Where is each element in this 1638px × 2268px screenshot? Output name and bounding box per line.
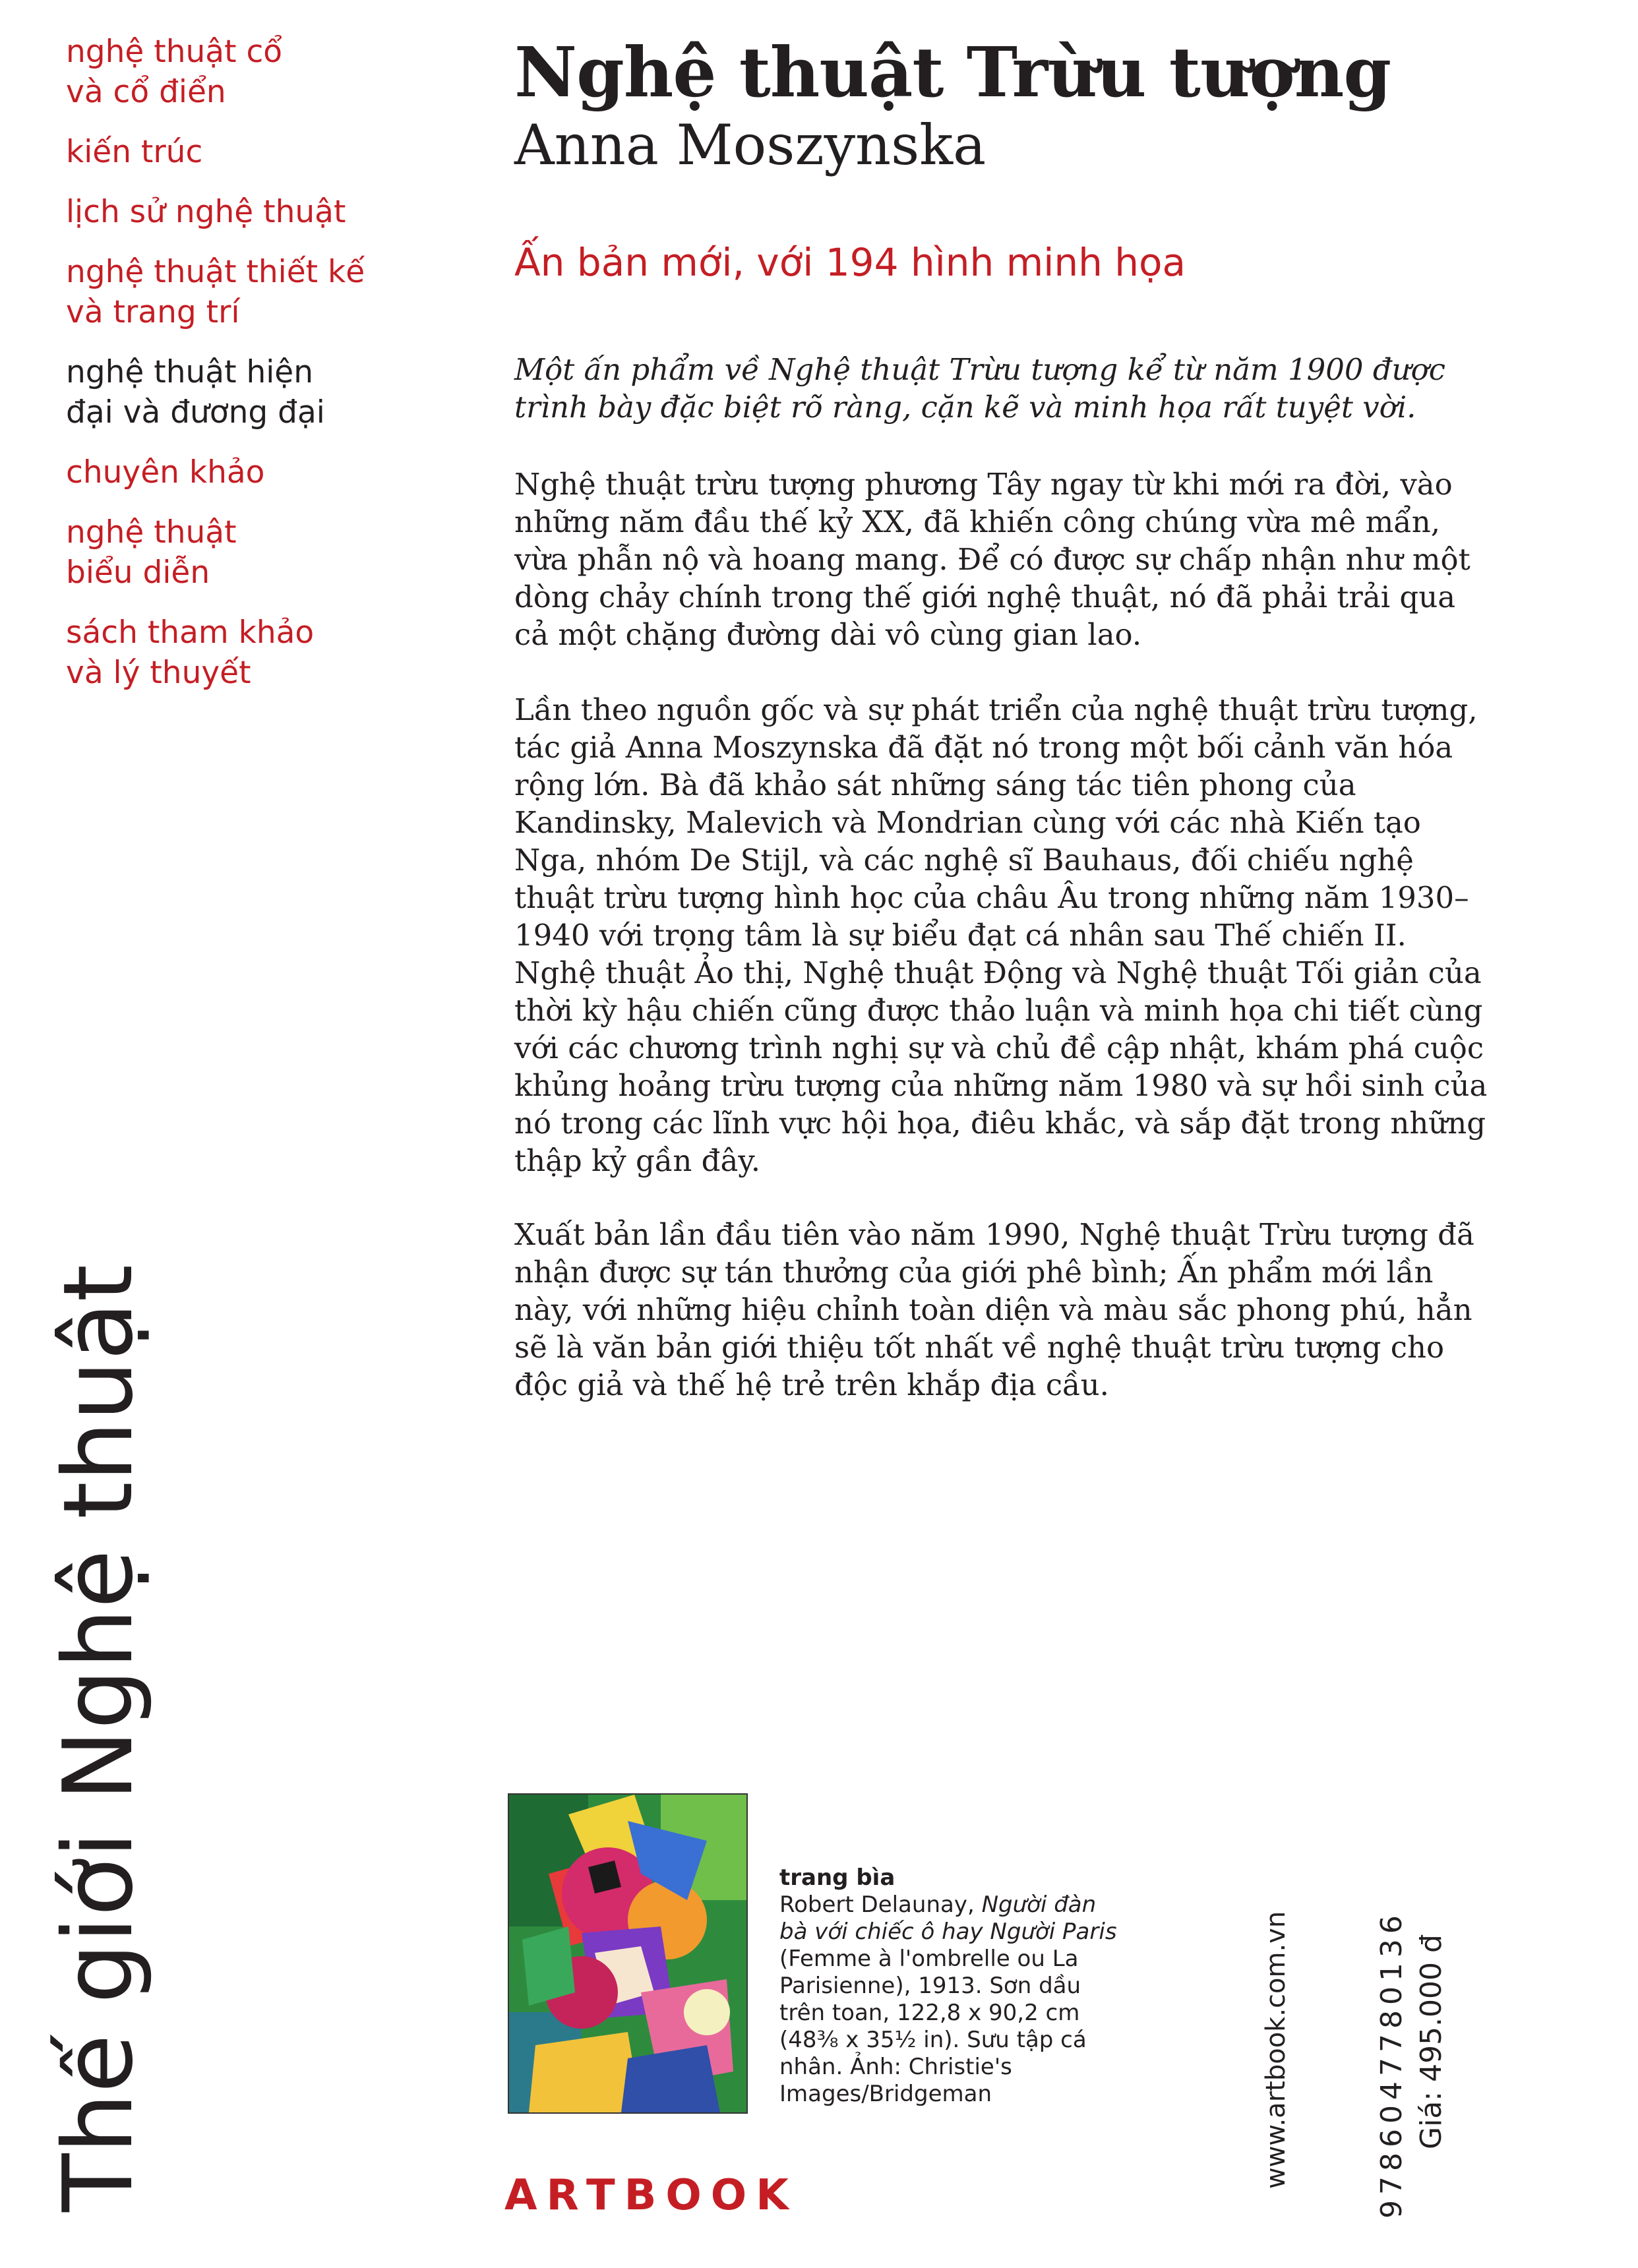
- category-item: kiến trúc: [66, 134, 203, 170]
- isbn-number: 9786047780136: [1375, 1910, 1409, 2219]
- caption-heading: trang bìa: [779, 1865, 895, 1891]
- publisher-logo: ARTBOOK: [504, 2171, 798, 2220]
- series-title: Thế giới Nghệ thuật: [43, 1264, 154, 2212]
- category-list: [66, 32, 435, 713]
- description-paragraph: Lần theo nguồn gốc và sự phát triển của nghệ thuật trừu tượng, tác giả Anna Moszynska đã đặt nó trong một bối cảnh văn hóa rộng lớn. Bà đã khảo sát những sáng tác tiên phong của Kandinsky, Malevich và Mondrian cùng với các nhà Kiến tạo Nga, nhóm De Stijl, và các nghệ sĩ Bauhaus, đối chiếu nghệ thuật trừu tượng hình học của châu Âu trong những năm 1930–1940 với trọng tâm là sự biểu đạt cá nhân sau Thế chiến II. Nghệ thuật Ảo thị, Nghệ thuật Động và Nghệ thuật Tối giản của thời kỳ hậu chiến cũng được thảo luận và minh họa chi tiết cùng với các chương trình nghị sự và chủ đề cập nhật, khám phá cuộc khủng hoảng trừu tượng của những năm 1980 và sự hồi sinh của nó trong các lĩnh vực hội họa, điêu khắc, và sắp đặt trong những thập kỷ gần đây.: [514, 692, 1488, 1178]
- category-item: nghệ thuật biểu diễn: [66, 514, 237, 591]
- description-paragraph: Xuất bản lần đầu tiên vào năm 1990, Nghệ thuật Trừu tượng đã nhận được sự tán thưởng của giới phê bình; Ấn phẩm mới lần này, với những hiệu chỉnh toàn diện và màu sắc phong phú, hẳn sẽ là văn bản giới thiệu tốt nhất về nghệ thuật trừu tượng cho độc giả và thế hệ trẻ trên khắp địa cầu.: [514, 1217, 1474, 1402]
- category-item: chuyên khảo: [66, 454, 265, 491]
- description-paragraph: Nghệ thuật trừu tượng phương Tây ngay từ khi mới ra đời, vào những năm đầu thế kỷ XX, đã khiến công chúng vừa mê mẩn, vừa phẫn nộ và hoang mang. Để có được sự chấp nhận như một dòng chảy chính trong thế giới nghệ thuật, nó đã phải trải qua cả một chặng đường dài vô cùng gian lao.: [514, 467, 1471, 652]
- book-author: Anna Moszynska: [514, 113, 986, 177]
- book-title: Nghệ thuật Trừu tượng: [514, 32, 1391, 113]
- price-label: Giá: 495.000 đ: [1414, 1934, 1448, 2149]
- caption-details: (Femme à l'ombrelle ou La Parisienne), 1913. Sơn dầu trên toan, 122,8 x 90,2 cm (48⅜ x 35½ in). Sưu tập cá nhân. Ảnh: Christie's Images/Bridgeman: [779, 1946, 1087, 2107]
- caption-artwork-title: Người đàn bà với chiếc ô hay Người Paris: [779, 1892, 1117, 1945]
- category-item: nghệ thuật cổ và cổ điển: [66, 34, 283, 110]
- website-url: www.artbook.com.vn: [1261, 1911, 1291, 2189]
- cover-caption: [779, 1865, 1129, 2108]
- category-item: sách tham khảo và lý thuyết: [66, 614, 315, 691]
- cover-artwork-painting: [509, 1795, 746, 2112]
- category-item: lịch sử nghệ thuật: [66, 194, 346, 230]
- edition-note: Ấn bản mới, với 194 hình minh họa: [514, 240, 1186, 285]
- category-item: nghệ thuật thiết kế và trang trí: [66, 254, 365, 330]
- lead-paragraph: Một ấn phẩm về Nghệ thuật Trừu tượng kể từ năm 1900 được trình bày đặc biệt rõ ràng, cặn kẽ và minh họa rất tuyệt vời.: [514, 352, 1445, 425]
- caption-artist: Robert Delaunay,: [779, 1892, 982, 1918]
- cover-artwork: [508, 1793, 748, 2114]
- category-item-active: nghệ thuật hiện đại và đương đại: [66, 354, 325, 431]
